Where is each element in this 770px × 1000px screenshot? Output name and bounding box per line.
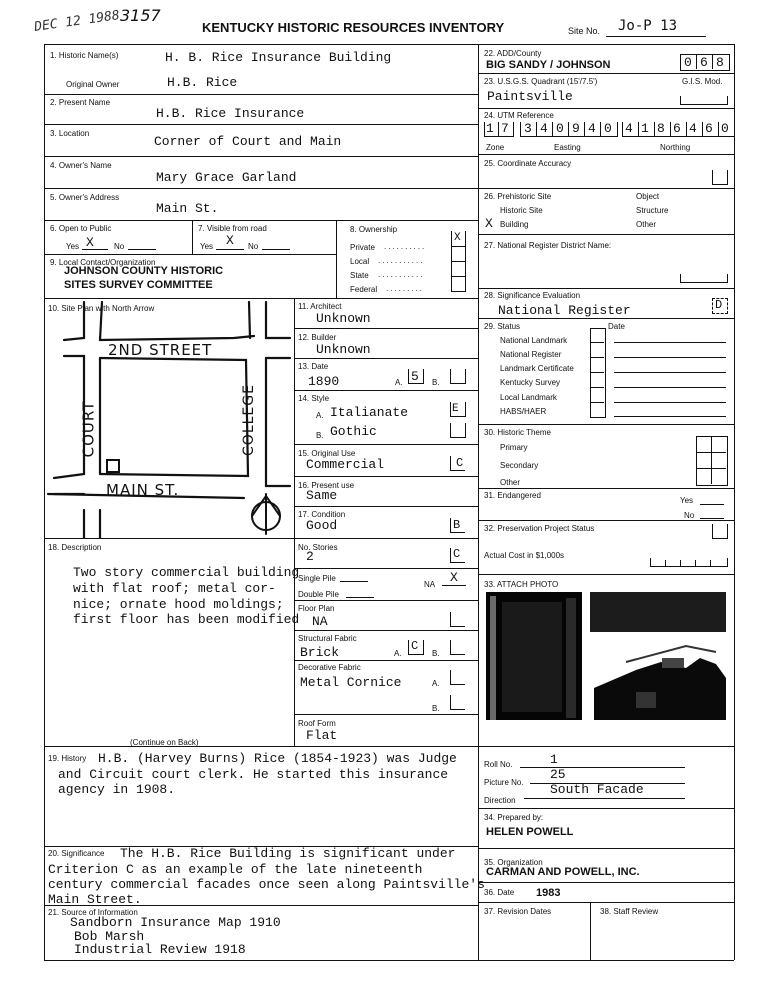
architect-value: Unknown [316,311,371,326]
ownership-state: State [350,271,369,280]
prepared-by-value: HELEN POWELL [486,826,574,838]
frame-bottom [44,960,734,961]
status-landmark-certificate: Landmark Certificate [500,364,574,373]
rule [451,246,465,247]
rule [44,156,478,157]
single-pile-line [340,581,368,582]
rule [590,402,604,403]
gis-box [680,96,728,105]
rule [536,122,537,136]
architect-label: 11. Architect [298,302,342,311]
floor-plan-label: Floor Plan [298,604,335,613]
date-prepared-label: 36. Date [484,888,515,897]
condition-code: B [453,518,461,532]
date-b-box [450,369,466,384]
rule [478,234,734,235]
rule [600,122,601,136]
utm-northing-4: 6 [673,121,681,136]
decorative-b-box [450,695,465,710]
frame-right [734,44,735,960]
rule [44,538,478,539]
rule [294,444,478,445]
utm-northing-5: 4 [689,121,697,136]
received-date-stamp: DEC 12 1988 [33,8,121,35]
decorative-b-label: B. [432,704,440,713]
building-label: Building [500,220,529,229]
endangered-no-label: No [684,511,695,520]
continue-on-back: (Continue on Back) [130,738,199,747]
attached-photo [486,592,726,720]
utm-easting-4: 9 [572,121,580,136]
builder-label: 12. Builder [298,333,337,342]
original-owner-label: Original Owner [66,80,120,89]
utm-zone-label: Zone [486,143,505,152]
prehistoric-site-label: 26. Prehistoric Site [484,192,552,201]
stories-code: C [453,547,461,561]
history-line-1: H.B. (Harvey Burns) Rice (1854-1923) was Judge [98,751,457,766]
style-a-label: A. [316,411,324,420]
status-national-landmark: National Landmark [500,336,568,345]
rule [294,630,478,631]
description-line-3: nice; ornate hood moldings; [73,597,284,612]
rule [590,387,604,388]
endangered-yes-line [700,504,724,505]
source-line-2: Bob Marsh [74,929,145,944]
organization-value: CARMAN AND POWELL, INC. [486,866,640,878]
nr-district-label: 27. National Register District Name: [484,241,612,250]
rule [465,231,466,291]
structural-b-label: B. [432,649,440,658]
rule [44,254,336,255]
open-yes-mark: X [86,235,94,250]
endangered-label: 31. Endangered [484,491,541,500]
object-label: Object [636,192,660,201]
open-to-public-label: 6. Open to Public [50,224,112,233]
date-a-value: 5 [411,369,419,384]
site-no-underline [606,36,706,37]
local-contact-line1: JOHNSON COUNTY HISTORIC [64,265,224,277]
nr-district-box [680,274,728,283]
structure-label: Structure [636,206,669,215]
historic-theme-label: 30. Historic Theme [484,428,551,437]
style-a-value: Italianate [330,405,409,420]
rule [44,220,478,221]
significance-line-4: Main Street. [48,892,142,907]
rule [638,122,639,136]
utm-northing-1: 4 [625,121,633,136]
rule [590,357,604,358]
condition-label: 17. Condition [298,510,346,519]
source-label: 21. Source of Information [48,908,138,917]
rule [478,488,734,489]
visible-label: 7. Visible from road [198,224,267,233]
rule [584,122,585,136]
double-pile-line [346,597,374,598]
open-yes-line [82,249,108,250]
status-national-register: National Register [500,350,562,359]
rule [590,902,591,960]
county-code-3: 8 [716,55,724,70]
significance-line-2: Criterion C as an example of the late nineteenth [48,862,423,877]
single-pile-mark: X [450,570,458,585]
rule [294,714,478,715]
status-date-line [614,357,726,358]
description-line-2: with flat roof; metal cor- [73,581,276,596]
add-county-label: 22. ADD/County [484,49,542,58]
rule [710,560,711,566]
ownership-private: Private [350,243,375,252]
prepared-by-label: 34. Prepared by: [484,813,544,822]
organization-label: 35. Organization [484,858,543,867]
frame-top [44,44,734,45]
direction-value: South Facade [550,782,644,797]
description-line-1: Two story commercial building [73,565,300,580]
present-name-label: 2. Present Name [50,98,111,107]
decorative-a-label: A. [432,679,440,688]
leader-dots: .......... [384,242,427,251]
rule [478,520,734,521]
structural-a-code: C [411,639,419,653]
rule [478,424,734,425]
local-contact-label: 9. Local Contact/Organization [50,258,156,267]
open-no-label: No [114,242,125,251]
preservation-status-box [712,524,728,539]
roll-no-value: 1 [550,752,558,767]
rule [670,122,671,136]
history-line-2: and Circuit court clerk. He started this insurance [58,767,449,782]
street-left: COURT [79,400,98,458]
rule [498,122,499,136]
attach-photo-label: 33. ATTACH PHOTO [484,580,559,589]
location-label: 3. Location [50,129,90,138]
roll-no-label: Roll No. [484,760,513,769]
rule [478,318,734,319]
rule [294,298,295,746]
actual-cost-box [650,558,728,567]
utm-easting-2: 4 [540,121,548,136]
revision-dates-label: 37. Revision Dates [484,907,552,916]
theme-primary-label: Primary [500,443,528,452]
stories-label: No. Stories [298,543,338,552]
rule [44,746,478,747]
picture-no-value: 25 [550,767,566,782]
direction-label: Direction [484,796,516,805]
utm-easting-1: 3 [524,121,532,136]
utm-label: 24. UTM Reference [484,111,554,120]
style-b-value: Gothic [330,424,377,439]
leader-dots: ........... [378,270,425,279]
location-value: Corner of Court and Main [154,134,342,149]
builder-value: Unknown [316,342,371,357]
significance-line-3: century commercial facades once seen along Paintsville's [48,877,485,892]
stamp-number: 3157 [120,6,161,25]
utm-zone-1: 1 [486,121,494,136]
status-habs-haer: HABS/HAER [500,407,547,416]
historic-name-label: 1. Historic Name(s) [50,51,119,60]
source-line-3: Industrial Review 1918 [74,942,246,957]
rule [665,560,666,566]
date-label: 13. Date [298,362,329,371]
picture-no-label: Picture No. [484,778,524,787]
utm-northing-3: 8 [657,121,665,136]
rule [696,468,726,469]
stories-value: 2 [306,549,314,564]
source-line-1: Sandborn Insurance Map 1910 [70,915,281,930]
significance-eval-label: 28. Significance Evaluation [484,291,581,300]
open-no-line [128,249,156,250]
structural-a-label: A. [394,649,402,658]
description-label: 18. Description [48,543,102,552]
utm-northing-7: 0 [721,121,729,136]
rule [451,261,465,262]
ownership-private-mark: X [454,232,461,244]
condition-value: Good [306,518,338,533]
form-title: KENTUCKY HISTORIC RESOURCES INVENTORY [202,20,505,35]
street-right: COLLEGE [240,384,257,456]
rule [294,660,478,661]
endangered-no-line [700,518,724,519]
status-date-line [614,387,726,388]
visible-yes-line [216,249,244,250]
rule [711,436,712,484]
date-b-label: B. [432,378,440,387]
rule [192,220,193,254]
county-code-2: 6 [700,55,708,70]
structural-fabric-label: Structural Fabric [298,634,357,643]
original-use-label: 15. Original Use [298,449,356,458]
utm-easting-6: 0 [604,121,612,136]
status-date-line [614,402,726,403]
rule [336,220,337,298]
rule [294,328,478,329]
rule [680,560,681,566]
single-pile-label: Single Pile [298,574,336,583]
rule [294,390,478,391]
direction-line [524,798,685,799]
owner-address-value: Main St. [156,201,219,216]
rule [294,568,478,569]
endangered-yes-label: Yes [680,496,694,505]
rule [294,506,478,507]
utm-northing-label: Northing [660,143,691,152]
usgs-label: 23. U.S.G.S. Quadrant (15'/7.5') [484,77,598,86]
utm-easting-3: 0 [556,121,564,136]
status-date-line [614,342,726,343]
status-label: 29. Status [484,322,521,331]
coordinate-accuracy-box [712,170,728,185]
rule [44,124,478,125]
actual-cost-label: Actual Cost in $1,000s [484,551,565,560]
status-date-line [614,372,726,373]
style-b-label: B. [316,431,324,440]
rule [478,188,734,189]
rule [478,902,734,903]
frame-middle-divider [478,44,479,960]
ownership-local: Local [350,257,370,266]
site-no-label: Site No. [568,26,601,36]
rule [478,848,734,849]
date-a-label: A. [395,378,403,387]
rule [478,808,734,809]
rule [478,882,734,883]
utm-easting-5: 4 [588,121,596,136]
original-use-value: Commercial [306,457,385,472]
decorative-a-box [450,670,465,685]
county-code-1: 0 [684,55,692,70]
other-site-label: Other [636,220,657,229]
rule [294,476,478,477]
street-bottom: MAIN ST. [106,481,180,499]
original-owner-value: H.B. Rice [167,75,238,90]
status-kentucky-survey: Kentucky Survey [500,378,561,387]
rule [568,122,569,136]
significance-eval-value: National Register [498,303,631,318]
theme-other-label: Other [500,478,521,487]
building-mark: X [485,216,493,231]
present-use-label: 16. Present use [298,481,355,490]
add-county-value: BIG SANDY / JOHNSON [486,59,611,71]
double-pile-label: Double Pile [298,590,339,599]
visible-no-label: No [248,242,259,251]
style-label: 14. Style [298,394,330,403]
visible-no-line [262,249,290,250]
visible-yes-mark: X [226,233,234,248]
site-plan-label: 10. Site Plan with North Arrow [48,304,155,313]
owner-address-label: 5. Owner's Address [50,193,120,202]
description-line-4: first floor has been modified [73,612,300,627]
style-a-code: E [452,403,459,415]
date-prepared-value: 1983 [536,887,561,899]
theme-secondary-label: Secondary [500,461,539,470]
history-label: 19. History [48,754,87,763]
single-pile-mark-line [442,585,466,586]
rule [552,122,553,136]
status-date-label: Date [608,322,625,331]
local-contact-line2: SITES SURVEY COMMITTEE [64,279,213,291]
rule [478,746,734,747]
rule [451,276,465,277]
historic-site-label: Historic Site [500,206,543,215]
present-name-value: H.B. Rice Insurance [156,106,305,121]
utm-zone-2: 7 [501,121,509,136]
street-top: 2ND STREET [108,341,213,359]
rule [294,358,478,359]
present-use-value: Same [306,488,338,503]
significance-line-1: The H.B. Rice Building is significant under [120,846,456,861]
status-date-line [614,416,726,417]
rule [695,560,696,566]
roof-form-value: Flat [306,728,338,743]
rule [712,54,713,69]
original-use-code: C [456,456,464,470]
open-yes-label: Yes [66,242,80,251]
decorative-fabric-label: Decorative Fabric [298,663,361,672]
owner-name-label: 4. Owner's Name [50,161,112,170]
rule [478,73,734,74]
utm-easting-label: Easting [554,143,581,152]
coordinate-accuracy-label: 25. Coordinate Accuracy [484,159,572,168]
rule [590,372,604,373]
leader-dots: ........... [378,256,425,265]
rule [294,600,478,601]
historic-name-value: H. B. Rice Insurance Building [165,50,392,65]
rule [696,54,697,69]
rule [478,288,734,289]
status-local-landmark: Local Landmark [500,393,557,402]
rule [478,154,734,155]
significance-label: 20. Significance [48,849,105,858]
rule [44,905,478,906]
history-line-3: agency in 1908. [58,782,176,797]
decorative-fabric-value: Metal Cornice [300,675,402,690]
significance-eval-code: D [715,298,723,312]
floor-plan-value: NA [312,614,328,629]
floor-plan-box [450,612,465,627]
rule [44,188,478,189]
roll-no-line [520,767,685,768]
ownership-label: 8. Ownership [350,225,398,234]
rule [44,94,478,95]
utm-northing-6: 6 [705,121,713,136]
gis-label: G.I.S. Mod. [682,77,723,86]
site-no-value: Jo-P 13 [618,18,678,34]
roof-form-label: Roof Form [298,719,336,728]
rule [718,122,719,136]
utm-northing-2: 1 [641,121,649,136]
date-value: 1890 [308,374,340,389]
owner-name-value: Mary Grace Garland [156,170,297,185]
rule [590,342,604,343]
leader-dots: ......... [386,284,425,293]
rule [478,108,734,109]
rule [686,122,687,136]
structural-b-box [450,640,465,655]
ownership-federal: Federal [350,285,378,294]
rule [478,574,734,575]
preservation-status-label: 32. Preservation Project Status [484,524,595,533]
style-b-box [450,423,466,438]
theme-grid [696,436,728,486]
single-pile-na: NA [424,580,436,589]
rule [654,122,655,136]
rule [696,452,726,453]
visible-yes-label: Yes [200,242,214,251]
staff-review-label: 38. Staff Review [600,907,659,916]
structural-fabric-value: Brick [300,645,340,660]
rule [702,122,703,136]
usgs-value: Paintsville [487,89,573,104]
